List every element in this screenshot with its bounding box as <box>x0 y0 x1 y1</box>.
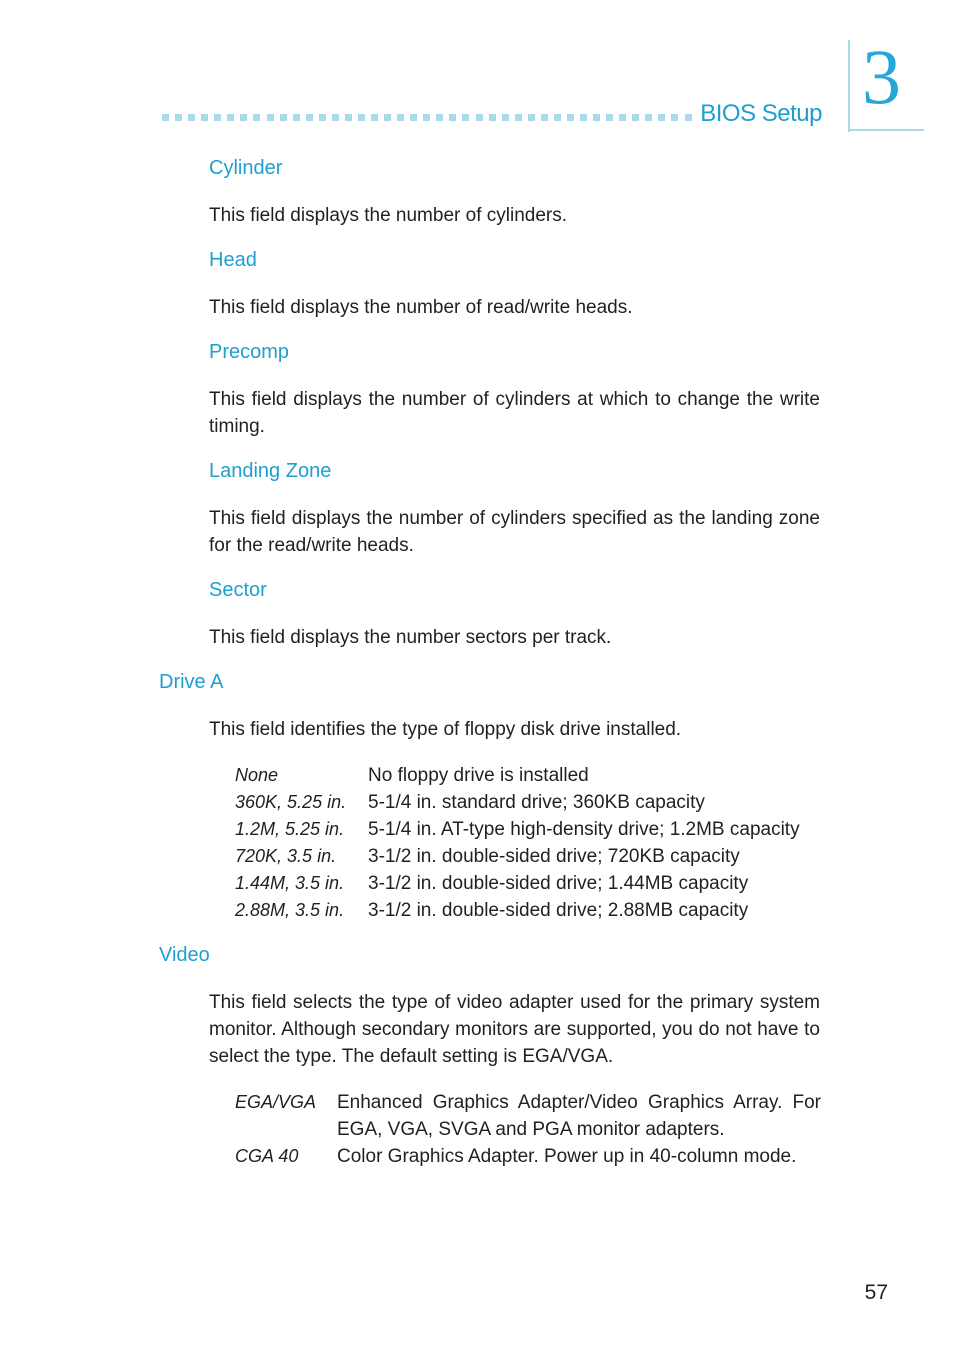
header-dot <box>554 114 561 121</box>
chapter-tab-vertical-line <box>848 40 850 132</box>
drive-option-desc: 3-1/2 in. double-sided drive; 1.44MB capacity <box>368 873 749 894</box>
drive-option-desc: No floppy drive is installed <box>368 765 589 786</box>
drive-option-term: 2.88M, 3.5 in. <box>235 900 345 920</box>
header-dot <box>423 114 430 121</box>
header-dot <box>175 114 182 121</box>
video-option-desc: Color Graphics Adapter. Power up in 40-column mode. <box>337 1146 797 1167</box>
video-option-term: EGA/VGA <box>235 1092 317 1112</box>
drive-option-term: 720K, 3.5 in. <box>235 846 337 866</box>
header-dot <box>240 114 247 121</box>
header-dot <box>293 114 300 121</box>
header-dot <box>606 114 613 121</box>
page-number: 57 <box>864 1281 888 1304</box>
header-dot <box>371 114 378 121</box>
header-dot <box>397 114 404 121</box>
text-head: This field displays the number of read/write heads. <box>209 297 633 318</box>
header-dot <box>436 114 443 121</box>
chapter-number: 3 <box>862 33 901 120</box>
header-dot <box>685 114 692 121</box>
header-dot <box>658 114 665 121</box>
header-dot <box>489 114 496 121</box>
header-dot <box>201 114 208 121</box>
header-dotted-rule <box>162 114 692 122</box>
header-dot <box>619 114 626 121</box>
header-dot <box>462 114 469 121</box>
header-dot <box>306 114 313 121</box>
header-dot <box>410 114 417 121</box>
header-dot <box>162 114 169 121</box>
chapter-tab-horizontal-line <box>848 129 924 131</box>
text-sector: This field displays the number sectors per track. <box>209 627 612 648</box>
header-dot <box>645 114 652 121</box>
heading-drive-a: Drive A <box>159 671 224 693</box>
header-dot <box>384 114 391 121</box>
text-landing-zone: This field displays the number of cylinders specified as the landing zone for the read/write heads. <box>209 508 820 556</box>
video-option-term: CGA 40 <box>235 1146 299 1166</box>
header-dot <box>319 114 326 121</box>
header-dot <box>345 114 352 121</box>
header-dot <box>567 114 574 121</box>
text-cylinder: This field displays the number of cylinders. <box>209 205 567 226</box>
header-dot <box>671 114 678 121</box>
header-dot <box>214 114 221 121</box>
text-precomp: This field displays the number of cylinders at which to change the write timing. <box>209 389 820 437</box>
header-dot <box>253 114 260 121</box>
heading-video: Video <box>159 944 210 966</box>
drive-option-term: 1.44M, 3.5 in. <box>235 873 345 893</box>
header-dot <box>227 114 234 121</box>
heading-precomp: Precomp <box>209 341 290 363</box>
header-dot <box>528 114 535 121</box>
header-dot <box>188 114 195 121</box>
header-dot <box>593 114 600 121</box>
drive-option-term: 1.2M, 5.25 in. <box>235 819 345 839</box>
heading-sector: Sector <box>209 579 267 601</box>
text-drive-a: This field identifies the type of floppy disk drive installed. <box>209 719 682 740</box>
heading-landing-zone: Landing Zone <box>209 460 332 482</box>
drive-option-desc: 5-1/4 in. AT-type high-density drive; 1.2MB capacity <box>368 819 800 840</box>
drive-option-desc: 3-1/2 in. double-sided drive; 2.88MB capacity <box>368 900 749 921</box>
header-dot <box>267 114 274 121</box>
drive-option-term: 360K, 5.25 in. <box>235 792 347 812</box>
header-dot <box>515 114 522 121</box>
heading-head: Head <box>209 249 257 271</box>
header-dot <box>502 114 509 121</box>
drive-option-term: None <box>235 765 279 785</box>
header-dot <box>580 114 587 121</box>
header-dot <box>541 114 548 121</box>
video-option-desc: Enhanced Graphics Adapter/Video Graphics Array. For EGA, VGA, SVGA and PGA monitor adapters. <box>337 1092 821 1140</box>
header-section-title: BIOS Setup <box>700 100 822 127</box>
header-dot <box>280 114 287 121</box>
drive-option-desc: 5-1/4 in. standard drive; 360KB capacity <box>368 792 705 813</box>
header-dot <box>449 114 456 121</box>
header-dot <box>332 114 339 121</box>
text-video: This field selects the type of video adapter used for the primary system monitor. Although secondary monitors are supported, you do not have to select the type. The default setting is EGA/VGA. <box>209 992 820 1067</box>
header-dot <box>358 114 365 121</box>
drive-option-desc: 3-1/2 in. double-sided drive; 720KB capacity <box>368 846 740 867</box>
heading-cylinder: Cylinder <box>209 157 283 179</box>
header-dot <box>476 114 483 121</box>
header-dot <box>632 114 639 121</box>
